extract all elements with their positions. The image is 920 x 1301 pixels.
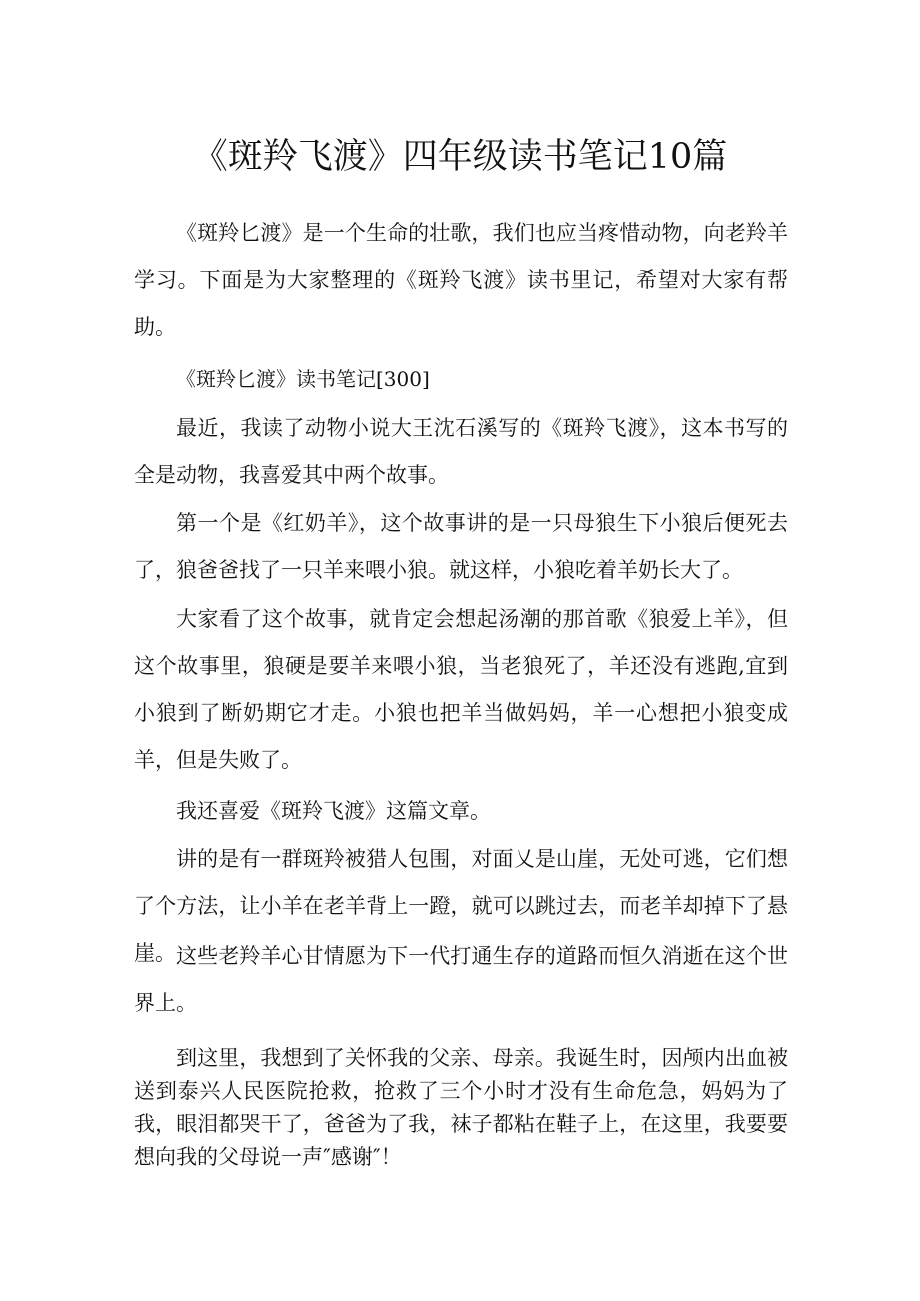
- body-paragraph-6: 这些老羚羊心甘情愿为下一代打通生存的道路而恒久消逝在这个世界上。: [134, 944, 788, 1015]
- body-paragraph-5: 讲的是有一群斑羚被猎人包围，对面乂是山崖，无处可逃，它们想了个方法，让小羊在老羊背上一蹬，就可以跳过去，而老羊却掉下了悬崖。: [134, 847, 788, 965]
- body-paragraph-2: 第一个是《红奶羊》，这个故事讲的是一只母狼生下小狼后便死去了，狼爸爸找了一只羊来喂小狼。就这样，小狼吃着羊奶长大了。: [134, 511, 788, 582]
- intro-paragraph: 《斑羚匕渡》是一个生命的壮歌，我们也应当疼惜动物，向老羚羊学习。下面是为大家整理的《斑羚飞渡》读书里记，希望对大家有帮助。: [134, 221, 788, 339]
- document-title: 《斑羚飞渡》四年级读书笔记10篇: [192, 137, 728, 177]
- body-paragraph-3: 大家看了这个故事，就肯定会想起汤潮的那首歌《狼爱上羊》，但这个故事里，狼硬是要羊来喂小狼，当老狼死了，羊还没有逃跑,宜到小狼到了断奶期它才走。小狼也把羊当做妈妈，羊一心想把小狼变成羊，但是失败了。: [134, 607, 788, 772]
- section-heading: 《斑羚匕渡》读书笔记[300]: [176, 367, 430, 391]
- body-paragraph-4: 我还喜爱《斑羚飞渡》这篇文章。: [176, 799, 491, 823]
- body-paragraph-1: 最近，我读了动物小说大王沈石溪写的《斑羚飞渡》，这本书写的全是动物，我喜爱其中两个故事。: [134, 416, 788, 487]
- body-paragraph-7: 到这里，我想到了关怀我的父亲、母亲。我诞生时，因颅内出血被送到泰兴人民医院抢救，抢救了三个小时才没有生命危急，妈妈为了我，眼泪都哭干了，爸爸为了我，袜子都粘在鞋子上，在这里，我要要想向我的父母说一声″感谢″！: [134, 1046, 788, 1169]
